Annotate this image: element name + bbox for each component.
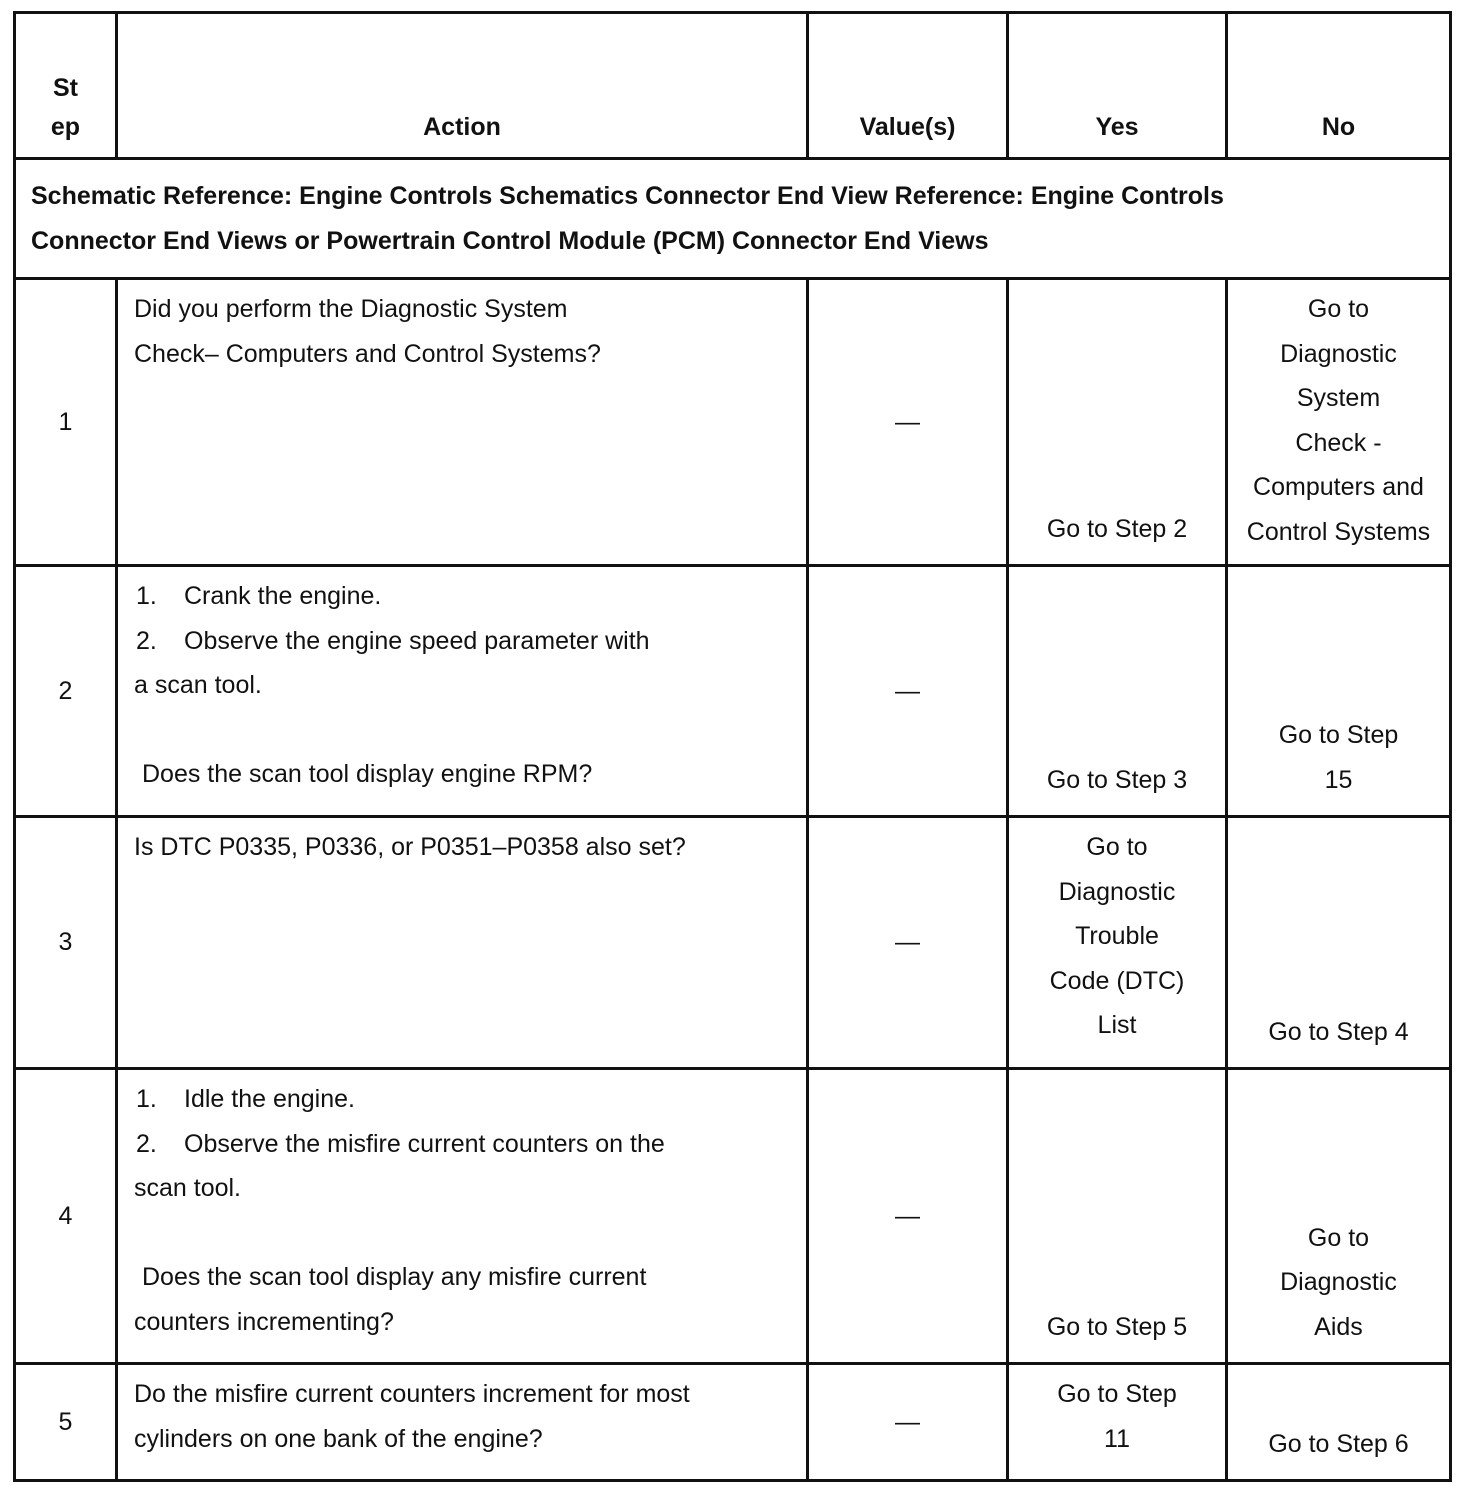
step-number: 1 [15,279,117,566]
action-line: Did you perform the Diagnostic System [134,295,568,323]
header-step-line2: ep [50,113,81,141]
reference-row [15,159,1451,279]
no-line: Go to Step 4 [1268,1017,1409,1046]
reference-line-2: Connector End Views or Powertrain Control Module (PCM) Connector End Views [31,226,989,255]
yes-cell [1008,279,1227,566]
reference-line-1: Schematic Reference: Engine Controls Schematics Connector End View Reference: Engine Controls [31,182,1224,210]
action-list-item [134,574,794,619]
list-text: Observe the engine speed parameter with [184,626,650,655]
step-number: 5 [15,1364,117,1481]
no-line: Check - [1295,428,1382,457]
no-line: Go to Step 6 [1268,1429,1409,1458]
no-line: Go to [1307,1223,1370,1252]
list-text: Observe the misfire current counters on the [184,1129,665,1158]
action-continuation: scan tool. [134,1174,242,1202]
header-no: No [1227,13,1451,159]
yes-line: Trouble [1075,922,1159,950]
header-row [15,13,1451,159]
action-cell [117,566,808,817]
diagnostic-table [13,11,1452,1482]
step-number: 2 [15,566,117,817]
action-cell [117,817,808,1069]
yes-cell [1008,817,1227,1069]
spacer [134,708,794,753]
value-cell: — [808,817,1008,1069]
no-line: Diagnostic [1280,339,1397,368]
action-cell [117,1069,808,1364]
step-number: 4 [15,1069,117,1364]
list-number: 1. [136,1085,157,1113]
yes-cell [1008,1069,1227,1364]
action-line: Is DTC P0335, P0336, or P0351–P0358 also set? [134,833,686,861]
no-cell [1227,1364,1451,1481]
yes-line: Go to Step 2 [1046,514,1188,543]
table-row [15,279,1451,566]
no-cell [1227,279,1451,566]
no-line: Diagnostic [1280,1268,1397,1296]
table-row [15,1069,1451,1364]
action-line: cylinders on one bank of the engine? [134,1424,543,1453]
table-row [15,817,1451,1069]
yes-line: Diagnostic [1058,877,1176,906]
reference-cell [15,159,1451,279]
table-row [15,1364,1451,1481]
action-question: counters incrementing? [134,1307,394,1336]
no-line: 15 [1324,765,1353,794]
action-continuation: a scan tool. [134,671,262,699]
no-line: Computers and [1253,473,1424,501]
no-line: Go to Step [1278,721,1399,749]
value-cell: — [808,566,1008,817]
action-list-item [134,1077,794,1122]
list-number: 2. [136,626,157,655]
header-values: Value(s) [808,13,1008,159]
yes-cell [1008,566,1227,817]
no-cell [1227,1069,1451,1364]
yes-line: Go to [1086,833,1148,861]
no-line: Aids [1314,1312,1363,1341]
step-number: 3 [15,817,117,1069]
action-list-item [134,1122,794,1167]
action-question: Does the scan tool display any misfire current [142,1263,647,1291]
list-number: 1. [136,582,157,610]
action-cell [117,279,808,566]
action-question: Does the scan tool display engine RPM? [142,760,593,788]
no-line: System [1296,384,1381,412]
list-text: Crank the engine. [184,582,382,610]
value-cell: — [808,279,1008,566]
no-cell [1227,566,1451,817]
yes-line: List [1097,1011,1137,1039]
yes-line: Code (DTC) [1049,966,1185,995]
value-cell: — [808,1069,1008,1364]
header-step-line1: St [53,74,78,102]
list-text: Idle the engine. [184,1085,355,1113]
no-line: Control Systems [1246,517,1431,546]
action-list-item [134,619,794,664]
header-action: Action [117,13,808,159]
value-cell: — [808,1364,1008,1481]
list-number: 2. [136,1129,157,1158]
spacer [134,1211,794,1256]
action-line: Check– Computers and Control Systems? [134,339,601,368]
yes-cell [1008,1364,1227,1481]
header-step [15,13,117,159]
yes-line: Go to Step [1057,1380,1177,1408]
yes-line: Go to Step 5 [1046,1312,1188,1341]
yes-line: 11 [1104,1424,1130,1453]
action-line: Do the misfire current counters increment for most [134,1380,690,1408]
yes-line: Go to Step 3 [1046,765,1188,794]
no-cell [1227,817,1451,1069]
table-row [15,566,1451,817]
header-yes: Yes [1008,13,1227,159]
action-cell [117,1364,808,1481]
no-line: Go to [1307,295,1370,323]
